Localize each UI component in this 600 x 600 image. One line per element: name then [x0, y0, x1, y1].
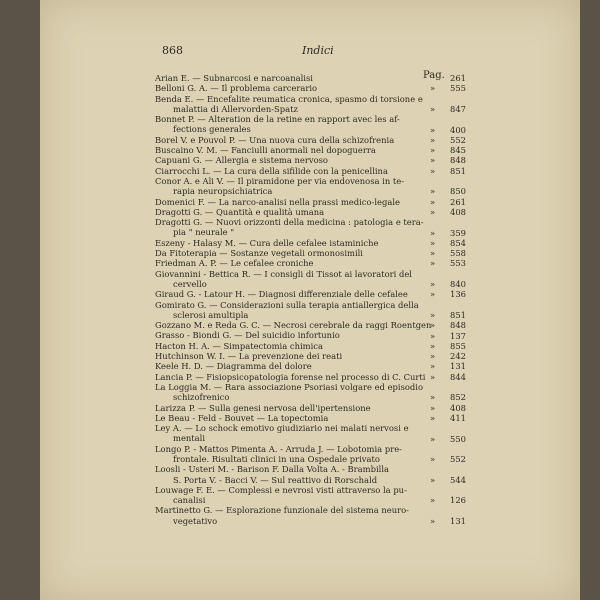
page-reference	[430, 83, 470, 93]
entry-text: Gomirato G. — Considerazioni sulla terapia antiallergica della	[155, 299, 419, 310]
entry-continuation: fections generales	[173, 124, 251, 135]
page-reference	[430, 155, 470, 165]
page-reference	[430, 238, 470, 248]
index-entry	[155, 413, 465, 423]
entry-text: Belloni G. A. — Il problema carcerario	[155, 83, 318, 94]
page-reference	[430, 372, 470, 382]
page-reference	[430, 135, 470, 145]
page-reference-number: 844	[450, 371, 466, 382]
page-reference	[430, 166, 470, 176]
ditto-mark: »	[430, 258, 436, 269]
ditto-mark: »	[430, 124, 436, 135]
page-reference-number: 544	[450, 474, 466, 485]
page-reference	[430, 454, 470, 464]
ditto-mark: »	[430, 495, 436, 506]
page-reference-number: 555	[450, 83, 466, 94]
page-reference	[430, 289, 470, 299]
entry-text: Hutchinson W. I. — La prevenzione dei reati	[155, 351, 343, 362]
page-reference-number: 848	[450, 320, 466, 331]
ditto-mark: »	[430, 320, 436, 331]
page-reference-number: 359	[450, 227, 466, 238]
entry-text: Buscaino V. M. — Fanciulli anormali nel dopoguerra	[155, 145, 376, 156]
page-reference-number: 553	[450, 258, 466, 269]
ditto-mark: »	[430, 361, 436, 372]
index-entry	[155, 289, 465, 299]
ditto-mark: »	[430, 515, 436, 526]
page-reference-number: 852	[450, 392, 466, 403]
entry-text: Friedman A. P. — Le cefalee croniche	[155, 258, 314, 269]
page-reference	[430, 495, 470, 505]
index-entry	[155, 341, 465, 351]
entry-text: Longo P. - Mattos Pimenta A. - Arruda J. — Lobotomia pre-	[155, 443, 402, 454]
entry-text: Giraud G. - Latour H. — Diagnosi differenziale delle cefalee	[155, 289, 408, 300]
entry-text: Dragotti G. — Nuovi orizzonti della medicina : patologia e tera-	[155, 217, 424, 228]
index-entry	[155, 207, 465, 217]
index-entry	[155, 403, 465, 413]
ditto-mark: »	[430, 474, 436, 485]
entry-continuation: pia " neurale "	[173, 227, 235, 238]
index-entry	[155, 361, 465, 371]
page-reference-number: 126	[450, 495, 466, 506]
entry-continuation: frontale. Risultati clinici in una Ospedale privato	[173, 453, 380, 464]
page-reference-number: 242	[450, 351, 466, 362]
index-entry	[155, 94, 465, 115]
page-reference-number: 131	[450, 515, 466, 526]
page-reference-number: 408	[450, 206, 466, 217]
entry-text: Ciarrocchi L. — La cura della sifilide con la penicellina	[155, 165, 388, 176]
index-entry	[155, 423, 465, 444]
page-reference-number: 855	[450, 340, 466, 351]
page-reference	[430, 104, 470, 114]
page-reference-number: 136	[450, 289, 466, 300]
index-entry	[155, 135, 465, 145]
entry-text: Arian E. — Subnarcosi e narcoanalisi	[155, 73, 313, 83]
index-entry	[155, 258, 465, 268]
page-reference-number: 552	[450, 454, 466, 465]
entry-text: Gozzano M. e Reda G. C. — Necrosi cerebrale da raggi Roentgen	[155, 320, 432, 331]
page-reference	[430, 331, 470, 341]
ditto-mark: »	[430, 248, 436, 259]
page-reference	[430, 320, 470, 330]
ditto-mark: »	[430, 145, 436, 156]
index-entry	[155, 248, 465, 258]
index-entry	[155, 217, 465, 238]
entry-text: Le Beau - Feld - Bouvet — La topectomia	[155, 412, 329, 423]
index-entry	[155, 330, 465, 340]
page-reference-number: 850	[450, 186, 466, 197]
entry-text: Capuani G. — Allergia e sistema nervoso	[155, 155, 328, 166]
index-entry	[155, 145, 465, 155]
ditto-mark: »	[430, 392, 436, 403]
page-reference-number: 558	[450, 248, 466, 259]
page-reference-number: 845	[450, 145, 466, 156]
entry-continuation: cervello	[173, 278, 207, 289]
index-entry	[155, 73, 465, 83]
entry-continuation: S. Porta V. - Bacci V. — Sul reattivo di Rorschald	[173, 474, 378, 485]
entry-continuation: schizofrenico	[173, 392, 230, 403]
page-reference	[430, 403, 470, 413]
page-reference-number: 400	[450, 124, 466, 135]
page-reference	[430, 145, 470, 155]
ditto-mark: »	[430, 371, 436, 382]
page-reference	[430, 351, 470, 361]
entry-text: La Loggia M. — Rara associazione Psoriasi volgare ed episodio	[155, 381, 423, 392]
entry-text: Martinetto G. — Esplorazione funzionale del sistema neuro-	[155, 505, 409, 516]
entry-text: Da Fitoterapia — Sostanze vegetali ormonosimili	[155, 248, 363, 259]
page-reference-number: 851	[450, 309, 466, 320]
entry-text: Bonnet P. — Alteration de la retine en rapport avec les af-	[155, 114, 400, 125]
entry-continuation: malattia di Allervorden-Spatz	[173, 103, 298, 114]
index-entry	[155, 155, 465, 165]
page-reference	[430, 228, 470, 238]
page-reference-number: 411	[450, 412, 466, 423]
ditto-mark: »	[430, 103, 436, 114]
page-number: 868	[162, 44, 183, 57]
entry-continuation: mentali	[173, 433, 206, 444]
index-entry	[155, 166, 465, 176]
page-reference-number: 847	[450, 103, 466, 114]
ditto-mark: »	[430, 340, 436, 351]
ditto-mark: »	[430, 330, 436, 341]
page-reference	[430, 413, 470, 423]
page-reference-number: 261	[450, 196, 466, 207]
page-column-label: Pag.	[423, 70, 445, 81]
entry-text: Ley A. — Lo schock emotivo giudiziario nei malati nervosi e	[155, 423, 409, 434]
index-entry	[155, 114, 465, 135]
ditto-mark: »	[430, 433, 436, 444]
ditto-mark: »	[430, 83, 436, 94]
ditto-mark: »	[430, 279, 436, 289]
ditto-mark: »	[430, 402, 436, 413]
entry-text: Giovannini - Bettica R. — I consigli di Tissot ai lavoratori del	[155, 268, 412, 279]
page-reference-number: 261	[450, 73, 466, 83]
entry-text: Domenici F. — La narco-analisi nella prassi medico-legale	[155, 196, 400, 207]
page-reference-number: 131	[450, 361, 466, 372]
page-reference	[430, 434, 470, 444]
entry-text: Loosli - Usteri M. - Barison F. Dalla Volta A. - Brambilla	[155, 464, 390, 475]
entry-continuation: canalisi	[173, 495, 206, 506]
entry-continuation: vegetativo	[173, 515, 218, 526]
index-entries	[155, 73, 465, 526]
page-reference-number: 137	[450, 330, 466, 341]
page-reference	[430, 361, 470, 371]
entry-text: Keele H. D. — Diagramma del dolore	[155, 361, 312, 372]
entry-continuation: sclerosi amultipla	[173, 309, 249, 320]
entry-text: Louwage F. E. — Complessi e nevrosi visti attraverso la pu-	[155, 484, 407, 495]
page-reference-number: 854	[450, 237, 466, 248]
ditto-mark: »	[430, 289, 436, 300]
page-header	[162, 44, 502, 58]
running-title: Indici	[302, 44, 334, 57]
page-reference	[430, 197, 470, 207]
entry-text: Hacton H. A. — Simpatectomia chimica	[155, 340, 323, 351]
page-reference	[430, 341, 470, 351]
index-entry	[155, 505, 465, 526]
page-reference	[430, 310, 470, 320]
entry-text: Lancia P. — Fisiopsicopatologia forense nel processo di C. Curti	[155, 371, 426, 382]
ditto-mark: »	[430, 186, 436, 197]
page-reference-number: 550	[450, 433, 466, 444]
ditto-mark: »	[430, 196, 436, 207]
page-reference	[430, 248, 470, 258]
index-entry	[155, 372, 465, 382]
index-entry	[155, 83, 465, 93]
entry-text: Grasso - Biondi G. — Del suicidio infortunio	[155, 330, 340, 341]
ditto-mark: »	[430, 134, 436, 145]
ditto-mark: »	[430, 309, 436, 320]
ditto-mark: »	[430, 227, 436, 238]
index-entry	[155, 176, 465, 197]
index-entry	[155, 300, 465, 321]
page-reference-number: 552	[450, 134, 466, 145]
ditto-mark: »	[430, 165, 436, 176]
entry-text: Conor A. e Ali V. — Il piramidone per via endovenosa in te-	[155, 175, 405, 186]
page-reference-number: 848	[450, 155, 466, 166]
index-entry	[155, 444, 465, 465]
index-entry	[155, 464, 465, 485]
entry-text: Eszeny - Halasy M. — Cura delle cefalee istaminiche	[155, 237, 379, 248]
ditto-mark: »	[430, 237, 436, 248]
page-reference	[430, 516, 470, 526]
entry-continuation: rapia neuropsichiatrica	[173, 186, 273, 197]
index-entry	[155, 320, 465, 330]
page-reference	[430, 392, 470, 402]
page-reference	[430, 475, 470, 485]
index-entry	[155, 485, 465, 506]
entry-text: Larizza P. — Sulla genesi nervosa dell'ipertensione	[155, 402, 371, 413]
index-entry	[155, 382, 465, 403]
page-reference	[430, 186, 470, 196]
ditto-mark: »	[430, 351, 436, 362]
page-reference	[430, 258, 470, 268]
entry-text: Borel V. e Pouvol P. — Una nuova cura della schizofrenia	[155, 134, 395, 145]
ditto-mark: »	[430, 206, 436, 217]
page-reference	[430, 279, 470, 289]
ditto-mark: »	[430, 454, 436, 465]
ditto-mark: »	[430, 412, 436, 423]
index-entry	[155, 351, 465, 361]
page-reference	[430, 207, 470, 217]
index-entry	[155, 197, 465, 207]
page-reference-number: 408	[450, 402, 466, 413]
page-reference-number: 840	[450, 279, 466, 289]
entry-text: Dragotti G. — Quantità e qualità umana	[155, 206, 325, 217]
page-reference-number: 851	[450, 165, 466, 176]
index-entry	[155, 238, 465, 248]
entry-text: Benda E. — Encefalite reumatica cronica, spasmo di torsione e	[155, 93, 423, 104]
index-entry	[155, 269, 465, 290]
page-reference	[430, 125, 470, 135]
ditto-mark: »	[430, 155, 436, 166]
page-reference	[430, 73, 470, 83]
